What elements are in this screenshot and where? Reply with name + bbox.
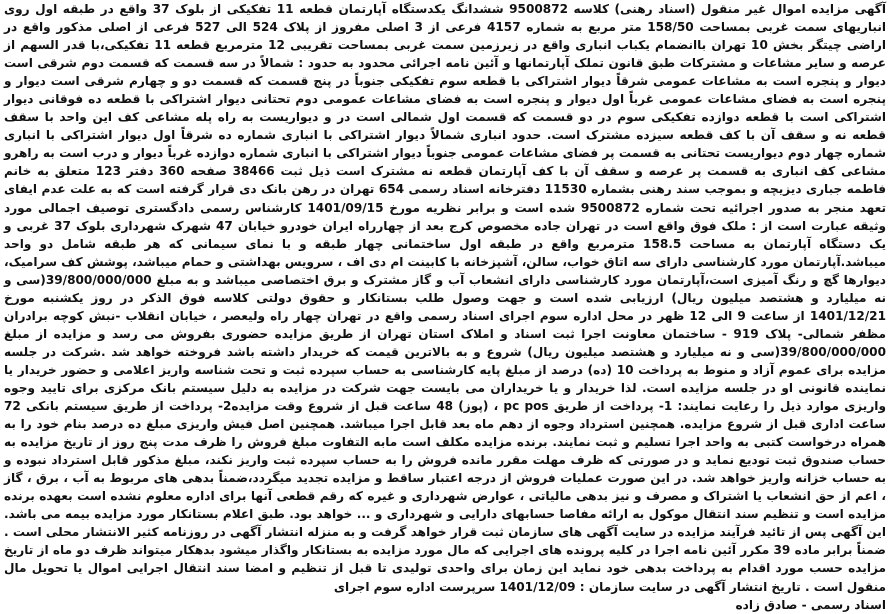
notice-signature: اسناد رسمی - صادق زاده: [735, 597, 886, 612]
notice-body: آگهی مزایده اموال غیر منقول (اسناد رهنی) کلاسه 9500872 ششدانگ یکدستگاه آپارتمان قطعه 11 تفکیکی از بلوک 37 واقع در طبقه اول روی انباریهای سمت غربی بمساحت 158/50 متر مربع به شماره 4157 فرعی از 3 اصلی مفروز از پلاک 524 الی 527 فرعی از اصلی مذکور واقع در اراضی چیتگر بخش 10 تهران باانضمام یکباب انباری واقع در زیرزمین سمت غربی بمساحت تقریبی 12 مترمربع قطعه 11 تفکیکی،با قدر السهم از عرصه و سایر مشاعات و مشترکات طبق قانون تملک آپارتمانها و آئین نامه اجرائی محدود به حدود : شمالاً در سه قسمت که قسمت دوم شرقی است دیوار و پنجره است به مشاعات عمومی شرقاً دیوار اشتراکی با قطعه سوم تفکیکی جنوباً در پنج قسمت که قسمت دو و چهارم شرقی است دیوار و پنجره است به فضای مشاعات عمومی غرباً اول دیوار و پنجره است به فضای مشاعات عمومی دوم تحتانی دیوار اشتراکی با قطعه ده فوقانی دیوار اشتراکی است با قطعه دوازده تفکیکی سوم در دو قسمت که قسمت اول شمالی است در و دیواریست به راه پله مشاعی کف این واحد با سقف قطعه نه و سقف آن با کف قطعه سیزده مشترک است. حدود انباری شمالاً دیوار اشتراکی با انباری شماره ده شرقاً اول دیوار اشتراکی با انباری شماره چهار دوم دیواریست تحتانی به قسمت پر فضای مشاعات عمومی جنوباً دیوار اشتراکی با انباری شماره دوازده غرباً دیوار و درب است به راهرو مشاعی کف انباری به قسمت پر عرصه و سقف آن با کف آپارتمان قطعه نه مشترک است ذیل ثبت 38466 صفحه 360 دفتر 123 متعلق به خانم فاطمه جباری دیزیچه و بموجب سند رهنی بشماره 11530 دفترخانه اسناد رسمی 654 تهران در رهن بانک دی قرار گرفته است که به علت عدم ایفای تعهد منجر به صدور اجرائیه تحت شماره 9500872 شده است و برابر نظریه مورخ 1401/09/15 کارشناس رسمی دادگستری توصیف اجمالی مورد وثیقه عبارت است از : ملک فوق واقع است در تهران جاده مخصوص کرج بعد از چهارراه ایران خودرو خیابان 47 شهرک شهرداری بلوک 37 غربی و یک دستگاه آپارتمان به مساحت 158.5 مترمربع واقع در طبقه اول ساختمانی چهار طبقه و با نمای سیمانی که هر طبقه شامل دو واحد میباشد.آپارتمان مورد کارشناسی دارای سه اتاق خواب، سالن، آشپزخانه با کابینت ام دی اف ، سرویس بهداشتی و حمام میباشد، پوشش کف سرامیک، دیوارها گچ و رنگ آمیزی است،آپارتمان مورد کارشناسی دارای انشعاب آب و گاز مشترک و برق اختصاصی میباشد و به مبلغ 39/800/000/000(سی و نه میلیارد و هشتصد میلیون ریال) ارزیابی شده است و جهت وصول طلب بستانکار و حقوق دولتی کلاسه فوق الذکر در روز یکشنبه مورخ 1401/12/21 از ساعت 9 الی 12 ظهر در محل اداره سوم اجرای اسناد رسمی واقع در تهران چهار راه ولیعصر ، خیابان انقلاب -نبش کوچه برادران مظفر شمالی- پلاک 919 - ساختمان معاونت اجرا ثبت اسناد و املاک استان تهران از طریق مزایده حضوری بفروش می رسد و مزایده از مبلغ 39/800/000/000(سی و نه میلیارد و هشتصد میلیون ریال) شروع و به بالاترین قیمت که خریدار داشته باشد فروخته خواهد شد .شرکت در جلسه مزایده برای عموم آزاد و منوط به پرداخت 10 (ده) درصد از مبلغ پایه کارشناسی به حساب سپرده ثبت و تحت شناسه واریز اعلامی و حضور خریدار یا نماینده قانونی او در جلسه مزایده است. لذا خریدار و یا خریداران می بایست جهت شرکت در مزایده به دلیل سیستم بانک مرکزی برای تایید وجوه واریزی موارد ذیل را رعایت نمایند: 1- پرداخت از طریق pc pos ، (پوز) 48 ساعت قبل از شروع وقت مزایده2- پرداخت از طریق سیستم بانکی 72 ساعت اداری قبل از شروع مزایده. همچنین استرداد وجوه از دهم ماه بعد قابل اجرا میباشد. همچنین اصل فیش واریزی مبلغ ده درصد بنام خود را به همراه درخواست کتبی به واحد اجرا تسلیم و ثبت نمایند. برنده مزایده مکلف است مابه التفاوت مبلغ فروش را ظرف مدت پنج روز از تاریخ مزایده به حساب صندوق ثبت تودیع نماید و در صورتی که ظرف مهلت مقرر مانده فروش را به حساب سپرده ثبت واریز نکند، مبلغ مذکور قابل استرداد نبوده و به حساب خزانه واریز خواهد شد. در این صورت عملیات فروش از درجه اعتبار ساقط و مزایده تجدید میگردد،ضمناً بدهی های مربوط به آب ، برق ، گاز ، اعم از حق انشعاب یا اشتراک و مصرف و نیز بدهی مالیاتی ، عوارض شهرداری و غیره که رقم قطعی آنها برای اداره معلوم نشده است بعهده برنده مزایده است و تنظیم سند انتقال موکول به ارائه مفاصا حسابهای دارایی و شهرداری و ... خواهد بود. طبق اعلام بستانکار مورد مزایده بیمه می باشد. این آگهی پس از تائید فرآیند مزایده در سایت آگهی های سازمان ثبت قرار خواهد گرفت و به منزله انتشار آگهی در روزنامه کثیر الانتشار محلی است . ضمناً برابر ماده 39 مکرر آئین نامه اجرا در کلیه پرونده های اجرایی که مال مورد مزایده به بستانکار واگذار میشود بدهکار میتواند ظرف دو ماه از تاریخ مزایده حسب مورد اقدام به پرداخت بدهی خود نماید این زمان برای واحدی تولیدی تا قبل از تنظیم و امضا سند انتقال اجرایی اموال یا تحویل مال منقول است . تاریخ انتشار آگهی در سایت سازمان : 1401/12/09 سرپرست اداره سوم اجرای: [4, 2, 887, 594]
